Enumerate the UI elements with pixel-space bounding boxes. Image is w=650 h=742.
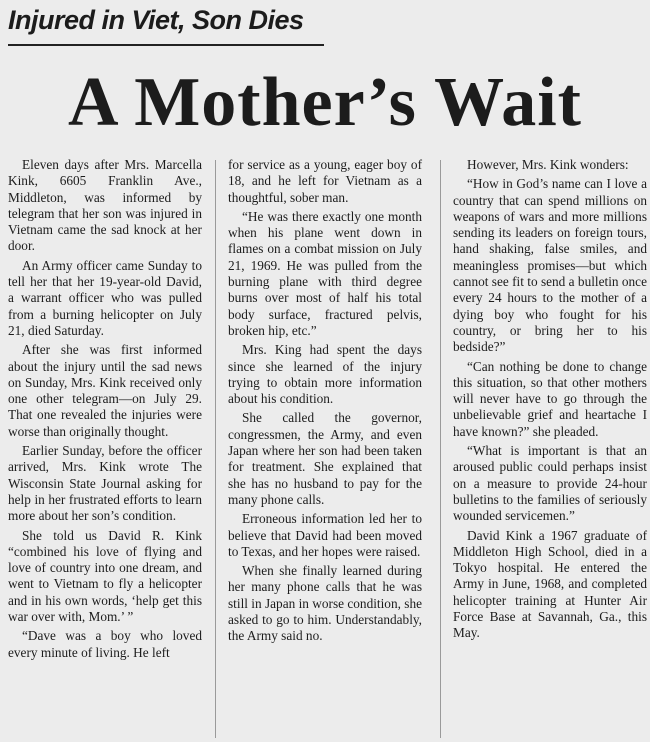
kicker-underline xyxy=(8,44,324,46)
paragraph: She told us David R. Kink “combined his love of flying and love of country into one dream, and went to Vietnam to fly a helicopter and in his own words, ‘help get this war over with, Mom.’ ” xyxy=(8,527,202,625)
article-column-2 xyxy=(228,157,422,648)
paragraph: When she finally learned during her many phone calls that he was still in Japan in worse condition, she asked to go to him. Understandably, the Army said no. xyxy=(228,563,422,644)
kicker-headline: Injured in Viet, Son Dies xyxy=(8,5,304,35)
article-column-1 xyxy=(8,157,202,664)
paragraph: An Army officer came Sunday to tell her that her 19-year-old David, a warrant officer who was pulled from a burning helicopter on July 21, died Saturday. xyxy=(8,257,202,338)
paragraph: “What is important is that an aroused public could perhaps insist on a measure to provide 24-hour bulletins to the families of seriously wounded servicemen.” xyxy=(453,443,647,524)
paragraph: “Can nothing be done to change this situation, so that other mothers will never have to go through the unbelievable grief and heartache I have known?” she pleaded. xyxy=(453,358,647,439)
paragraph: After she was first informed about the injury until the sad news on Sunday, Mrs. Kink received only one other telegram—on July 29. That one revealed the injuries were worse than originally thought. xyxy=(8,342,202,439)
paragraph: Mrs. King had spent the days since she learned of the injury trying to obtain more information about his condition. xyxy=(228,342,422,407)
paragraph: “Dave was a boy who loved every minute of living. He left xyxy=(8,628,202,660)
paragraph-continued: for service as a young, eager boy of 18, and he left for Vietnam as a thoughtful, sober man. xyxy=(228,157,422,205)
column-divider xyxy=(440,160,441,738)
paragraph: However, Mrs. Kink wonders: xyxy=(467,157,629,172)
article-column-3 xyxy=(453,157,647,645)
paragraph: Eleven days after Mrs. Marcella Kink, 6605 Franklin Ave., Middleton, was informed by telegram that her son was injured in Vietnam came the sad knock at her door. xyxy=(8,157,202,254)
paragraph: Earlier Sunday, before the officer arrived, Mrs. Kink wrote The Wisconsin State Journal asking for help in her frustrated efforts to learn more about her son’s condition. xyxy=(8,443,202,524)
column-divider xyxy=(215,160,216,738)
paragraph: David Kink a 1967 graduate of Middleton High School, died in a Tokyo hospital. He entered the Army in June, 1968, and completed helicopter training at Hunter Air Force Base at Savannah, Ga., this May. xyxy=(453,527,647,641)
paragraph: “How in God’s name can I love a country that can spend millions on weapons of wars and more millions sending its leaders on foreign tours, hand shaking, false smiles, and meaningless promises—but which cannot see fit to send a bulletin once every 24 hours to the mother of a dying boy who fought for his country, or bring her to his bedside?” xyxy=(453,176,647,355)
main-headline: A Mother’s Wait xyxy=(68,64,582,141)
paragraph: “He was there exactly one month when his plane went down in flames on a combat mission on July 21, 1969. He was pulled from the burning plane with third degree burns over most of half his total body surface, fractured pelvis, broken hip, etc.” xyxy=(228,208,422,338)
paragraph: She called the governor, congressmen, the Army, and even Japan where her son had been taken for treatment. She explained that she has no husband to pay for the many phone calls. xyxy=(228,410,422,507)
paragraph: Erroneous information led her to believe that David had been moved to Texas, and her hopes were raised. xyxy=(228,511,422,559)
